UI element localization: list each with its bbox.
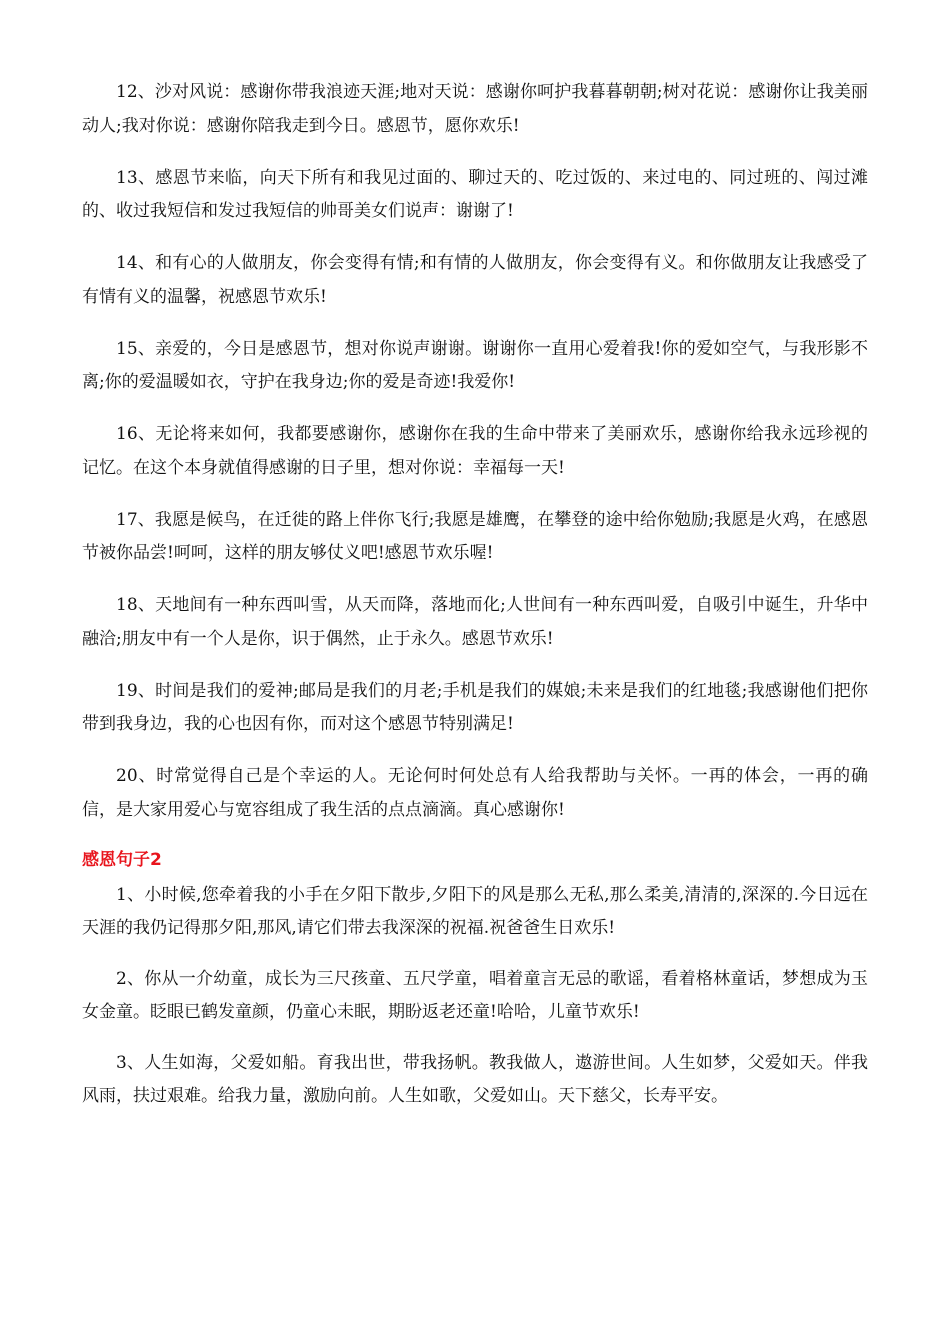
paragraph-17: 17、我愿是候鸟，在迁徙的路上伴你飞行;我愿是雄鹰，在攀登的途中给你勉励;我愿是火鸡，在感恩节被你品尝!呵呵，这样的朋友够仗义吧!感恩节欢乐喔! bbox=[82, 509, 868, 563]
paragraph-3: 3、人生如海，父爱如船。育我出世，带我扬帆。教我做人，遨游世间。人生如梦，父爱如天。伴我风雨，扶过艰难。给我力量，激励向前。人生如歌，父爱如山。天下慈父，长寿平安。 bbox=[82, 1052, 868, 1106]
paragraph-12: 12、沙对风说：感谢你带我浪迹天涯;地对天说：感谢你呵护我暮暮朝朝;树对花说：感谢你让我美丽动人;我对你说：感谢你陪我走到今日。感恩节，愿你欢乐! bbox=[82, 82, 868, 136]
paragraph-1: 1、小时候,您牵着我的小手在夕阳下散步,夕阳下的风是那么无私,那么柔美,清清的,深深的.今日远在天涯的我仍记得那夕阳,那风,请它们带去我深深的祝福.祝爸爸生日欢乐! bbox=[82, 884, 868, 938]
paragraph-16: 16、无论将来如何，我都要感谢你，感谢你在我的生命中带来了美丽欢乐，感谢你给我永远珍视的记忆。在这个本身就值得感谢的日子里，想对你说：幸福每一天! bbox=[82, 424, 868, 478]
section-heading: 感恩句子2 bbox=[82, 849, 162, 870]
document-page bbox=[82, 76, 868, 1131]
section-one bbox=[82, 76, 868, 827]
paragraph-15: 15、亲爱的，今日是感恩节，想对你说声谢谢。谢谢你一直用心爱着我!你的爱如空气，与我形影不离;你的爱温暖如衣，守护在我身边;你的爱是奇迹!我爱你! bbox=[82, 338, 868, 392]
paragraph-2: 2、你从一介幼童，成长为三尺孩童、五尺学童，唱着童言无忌的歌谣，看着格林童话，梦想成为玉女金童。眨眼已鹤发童颜，仍童心未眠，期盼返老还童!哈哈，儿童节欢乐! bbox=[82, 968, 868, 1022]
paragraph-19: 19、时间是我们的爱神;邮局是我们的月老;手机是我们的媒娘;未来是我们的红地毯;我感谢他们把你带到我身边，我的心也因有你，而对这个感恩节特别满足! bbox=[82, 680, 868, 734]
paragraph-14: 14、和有心的人做朋友，你会变得有情;和有情的人做朋友，你会变得有义。和你做朋友让我感受了有情有义的温馨，祝感恩节欢乐! bbox=[82, 253, 868, 307]
paragraph-18: 18、天地间有一种东西叫雪，从天而降，落地而化;人世间有一种东西叫爱，自吸引中诞生，升华中融洽;朋友中有一个人是你，识于偶然，止于永久。感恩节欢乐! bbox=[82, 595, 868, 649]
paragraph-13: 13、感恩节来临，向天下所有和我见过面的、聊过天的、吃过饭的、来过电的、同过班的、闯过滩的、收过我短信和发过我短信的帅哥美女们说声：谢谢了! bbox=[82, 167, 868, 221]
section-two bbox=[82, 879, 868, 1114]
paragraph-20: 20、时常觉得自己是个幸运的人。无论何时何处总有人给我帮助与关怀。一再的体会，一再的确信，是大家用爱心与宽容组成了我生活的点点滴滴。真心感谢你! bbox=[82, 766, 868, 820]
